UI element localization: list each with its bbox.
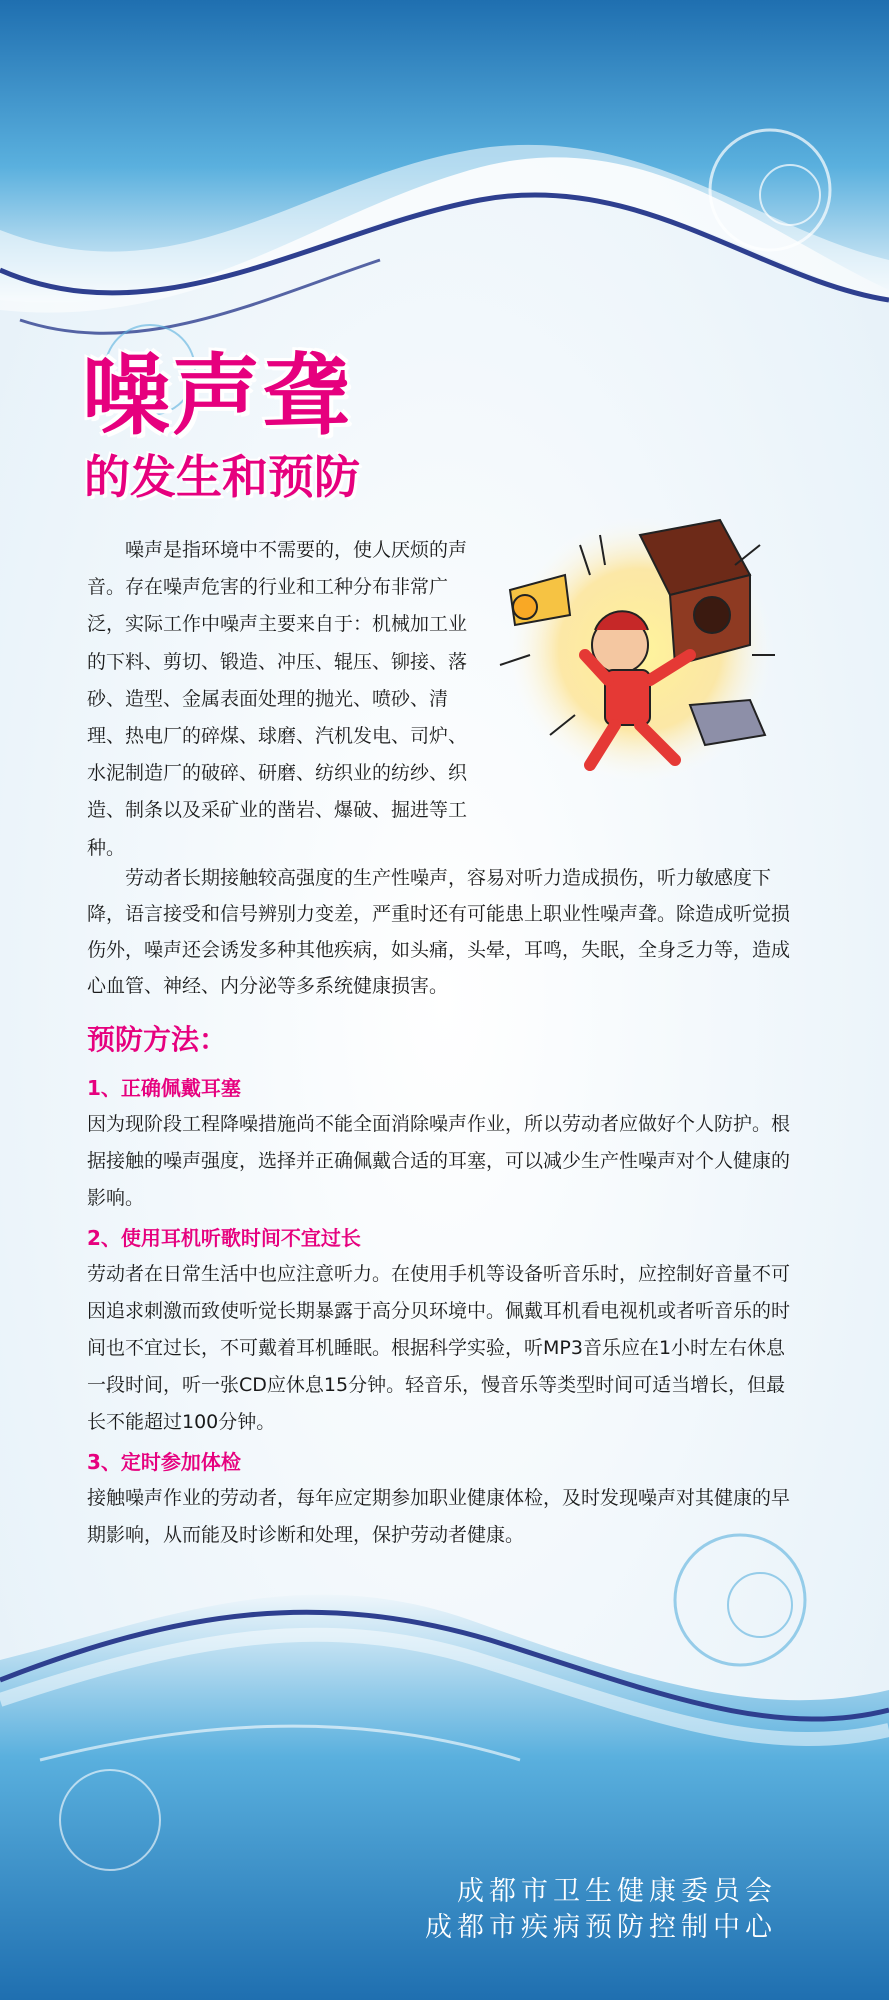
prevention-item-2-title: 2、使用耳机听歌时间不宜过长 [87,1226,361,1250]
health-effects-paragraph: 劳动者长期接触较高强度的生产性噪声，容易对听力造成损伤，听力敏感度下降，语言接受和信号辨别力变差，严重时还有可能患上职业性噪声聋。除造成听觉损伤外，噪声还会诱发多种其他疾病，如头痛，头晕，耳鸣，失眠，全身乏力等，造成心血管、神经、内分泌等多系统健康损害。 [87,867,791,997]
prevention-item-2-text: 劳动者在日常生活中也应注意听力。在使用手机等设备听音乐时，应控制好音量不可因追求刺激而致使听觉长期暴露于高分贝环境中。佩戴耳机看电视机或者听音乐的时间也不宜过长，不可戴着耳机睡眠。根据科学实验，听MP3音乐应在1小时左右休息一段时间，听一张CD应休息15分钟。轻音乐，慢音乐等类型时间可适当增长，但最长不能超过100分钟。 [87,1263,791,1433]
footer-org-cdc: 成都市疾病预防控制中心 [425,1912,777,1943]
intro-paragraph: 噪声是指环境中不需要的，使人厌烦的声音。存在噪声危害的行业和工种分布非常广泛，实际工作中噪声主要来自于：机械加工业的下料、剪切、锻造、冲压、辊压、铆接、落砂、造型、金属表面处理的抛光、喷砂、清理、热电厂的碎煤、球磨、汽机发电、司炉、水泥制造厂的破碎、研磨、纺织业的纺纱、织造、制条以及采矿业的凿岩、爆破、掘进等工种。 [87,539,468,859]
page-subtitle: 的发生和预防 [84,450,360,504]
prevention-item-3-title: 3、定时参加体检 [87,1450,241,1474]
prevention-heading: 预防方法： [87,1023,228,1056]
footer-org-health-commission: 成都市卫生健康委员会 [457,1876,777,1907]
page-title: 噪声聋 [82,344,353,447]
noise-exposure-cartoon-icon [490,505,790,785]
prevention-item-1-text: 因为现阶段工程降噪措施尚不能全面消除噪声作业，所以劳动者应做好个人防护。根据接触的噪声强度，选择并正确佩戴合适的耳塞，可以减少生产性噪声对个人健康的影响。 [87,1113,791,1209]
prevention-item-3-text: 接触噪声作业的劳动者，每年应定期参加职业健康体检，及时发现噪声对其健康的早期影响，从而能及时诊断和处理，保护劳动者健康。 [87,1487,791,1546]
prevention-item-1-title: 1、正确佩戴耳塞 [87,1076,241,1100]
